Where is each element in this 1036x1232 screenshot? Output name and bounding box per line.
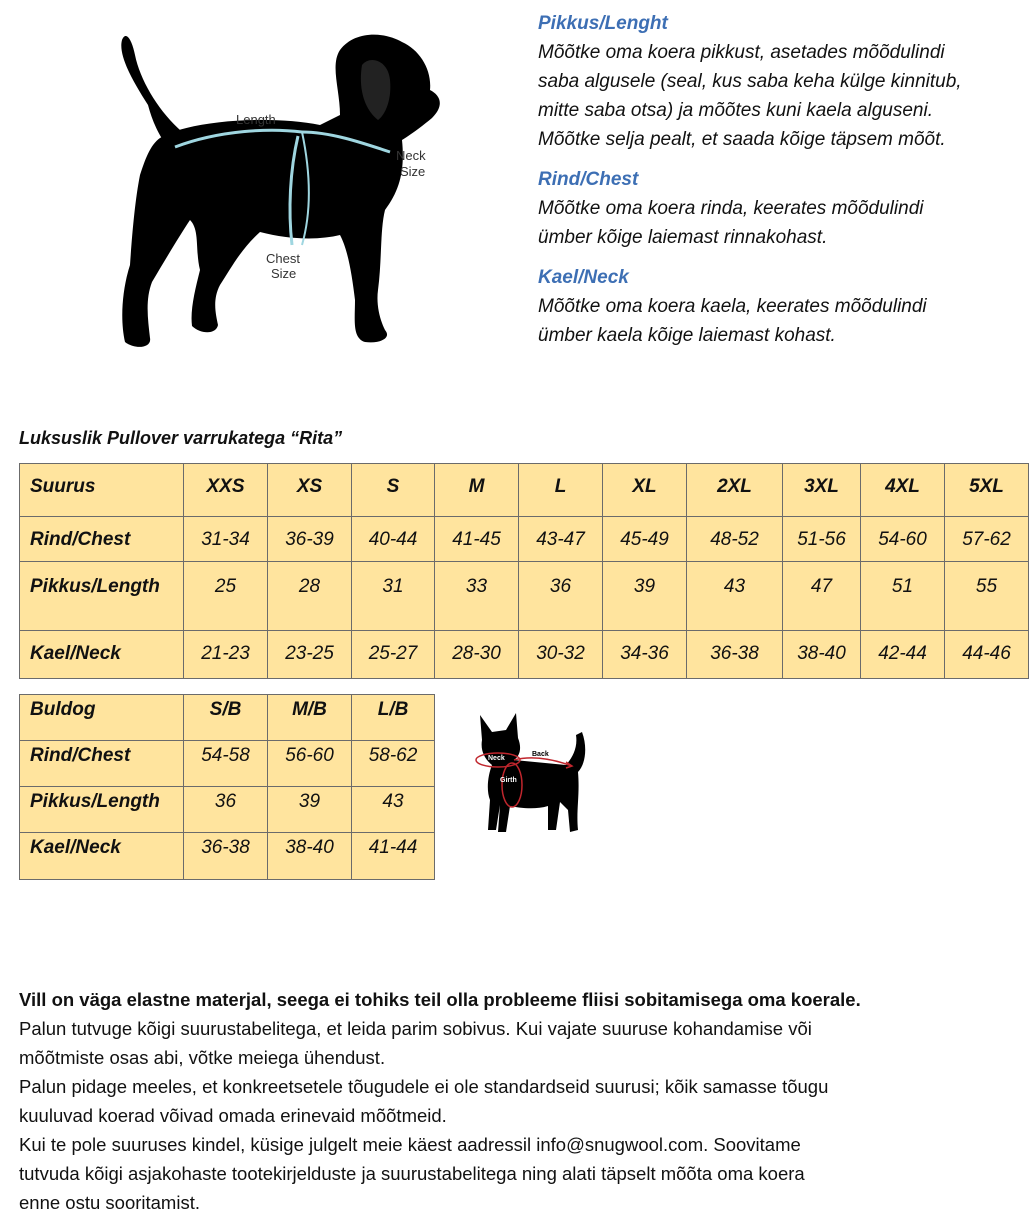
table-header-cell: 3XL <box>783 464 861 517</box>
notes-line: Palun pidage meeles, et konkreetsetele tõugudele ei ole standardseid suurusi; kõik samasse tõugu <box>19 1076 829 1097</box>
table-cell: 51-56 <box>783 517 861 562</box>
table-cell: 28 <box>268 562 352 631</box>
table-cell: 36-39 <box>268 517 352 562</box>
row-label: Rind/Chest <box>20 517 184 562</box>
table-header-cell: M <box>435 464 519 517</box>
table-row <box>20 787 435 833</box>
table-header-cell: XL <box>603 464 687 517</box>
row-label: Rind/Chest <box>20 741 184 787</box>
table-cell: 43 <box>352 787 435 833</box>
table-cell: 40-44 <box>352 517 435 562</box>
table-cell: 31 <box>352 562 435 631</box>
table-cell: 28-30 <box>435 631 519 679</box>
chest-heading: Rind/Chest <box>538 169 639 190</box>
instruction-line: mitte saba otsa) ja mõõtes kuni kaela alguseni. <box>538 100 933 121</box>
notes-line: Kui te pole suuruses kindel, küsige julgelt meie käest aadressil info@snugwool.com. Soovitame <box>19 1134 801 1155</box>
instruction-line: Mõõtke oma koera pikkust, asetades mõõdulindi <box>538 42 945 63</box>
table-cell: 39 <box>603 562 687 631</box>
measurement-instructions <box>538 10 1018 362</box>
length-heading: Pikkus/Lenght <box>538 13 668 34</box>
table-cell: 41-45 <box>435 517 519 562</box>
table-cell: 34-36 <box>603 631 687 679</box>
table-cell: 33 <box>435 562 519 631</box>
table-cell: 42-44 <box>861 631 945 679</box>
table-header-cell: 5XL <box>945 464 1029 517</box>
table-cell: 38-40 <box>268 833 352 880</box>
small-dog-measurement-illustration <box>470 710 595 840</box>
table-header-cell: L <box>519 464 603 517</box>
table-row <box>20 833 435 880</box>
table-cell: 57-62 <box>945 517 1029 562</box>
neck-instruction <box>538 264 1018 350</box>
instruction-line: ümber kaela kõige laiemast kohast. <box>538 325 836 346</box>
instruction-line: Mõõtke oma koera kaela, keerates mõõdulindi <box>538 296 927 317</box>
table-header-cell: XS <box>268 464 352 517</box>
table-cell: 38-40 <box>783 631 861 679</box>
table-cell: 51 <box>861 562 945 631</box>
table-cell: 48-52 <box>687 517 783 562</box>
table-cell: 56-60 <box>268 741 352 787</box>
notes-bold-line: Vill on väga elastne materjal, seega ei tohiks teil olla probleeme fliisi sobitamisega oma koerale. <box>19 989 861 1010</box>
row-label: Kael/Neck <box>20 631 184 679</box>
small-dog-neck-label: Neck <box>488 755 505 762</box>
row-label: Pikkus/Length <box>20 562 184 631</box>
table-cell: 25 <box>184 562 268 631</box>
chest-instruction <box>538 166 1018 252</box>
dog-silhouette <box>121 35 440 347</box>
notes-line: enne ostu sooritamist. <box>19 1192 200 1213</box>
table-header-cell: Buldog <box>20 695 184 741</box>
row-label: Pikkus/Length <box>20 787 184 833</box>
notes-section <box>19 985 1019 1217</box>
chest-size-label-line2: Size <box>271 266 297 281</box>
chest-size-label-line1: Chest <box>266 251 300 266</box>
table-cell: 44-46 <box>945 631 1029 679</box>
table-cell: 30-32 <box>519 631 603 679</box>
table-cell: 58-62 <box>352 741 435 787</box>
notes-line: mõõtmiste osas abi, võtke meiega ühendust. <box>19 1047 386 1068</box>
small-dog-girth-label: Girth <box>500 777 517 784</box>
table-row <box>20 631 1029 679</box>
neck-heading: Kael/Neck <box>538 267 629 288</box>
neck-size-label-line2: Size <box>400 164 426 179</box>
table-cell: 47 <box>783 562 861 631</box>
table-header-cell: 2XL <box>687 464 783 517</box>
instruction-line: saba algusele (seal, kus saba keha külge kinnitub, <box>538 71 962 92</box>
table-cell: 21-23 <box>184 631 268 679</box>
table-cell: 55 <box>945 562 1029 631</box>
notes-line: tutvuda kõigi asjakohaste tootekirjelduste ja suurustabelitega ning alati täpselt mõõta oma koera <box>19 1163 805 1184</box>
instruction-line: Mõõtke selja pealt, et saada kõige täpsem mõõt. <box>538 129 946 150</box>
bulldog-size-table <box>19 694 435 880</box>
table-row <box>20 562 1029 631</box>
table-cell: 36 <box>184 787 268 833</box>
table-header-cell: 4XL <box>861 464 945 517</box>
table-cell: 43 <box>687 562 783 631</box>
instruction-line: Mõõtke oma koera rinda, keerates mõõdulindi <box>538 198 924 219</box>
table-header-cell: XXS <box>184 464 268 517</box>
neck-size-label-line1: Neck <box>396 148 426 163</box>
table-cell: 31-34 <box>184 517 268 562</box>
notes-line: kuuluvad koerad võivad omada erinevaid mõõtmeid. <box>19 1105 447 1126</box>
dog-measurement-illustration <box>40 20 510 365</box>
table-cell: 54-58 <box>184 741 268 787</box>
table-cell: 45-49 <box>603 517 687 562</box>
table-cell: 43-47 <box>519 517 603 562</box>
product-title: Luksuslik Pullover varrukatega “Rita” <box>19 428 343 448</box>
table-header-row <box>20 464 1029 517</box>
instruction-line: ümber kõige laiemast rinnakohast. <box>538 227 828 248</box>
table-cell: 41-44 <box>352 833 435 880</box>
table-row <box>20 741 435 787</box>
size-table <box>19 463 1029 679</box>
table-header-cell: Suurus <box>20 464 184 517</box>
table-cell: 54-60 <box>861 517 945 562</box>
notes-line: Palun tutvuge kõigi suurustabelitega, et leida parim sobivus. Kui vajate suuruse kohandamise või <box>19 1018 812 1039</box>
table-cell: 39 <box>268 787 352 833</box>
small-dog-back-label: Back <box>532 751 549 758</box>
table-header-cell: M/B <box>268 695 352 741</box>
table-header-cell: S <box>352 464 435 517</box>
length-instruction <box>538 10 1018 154</box>
table-cell: 36-38 <box>687 631 783 679</box>
table-cell: 25-27 <box>352 631 435 679</box>
table-row <box>20 517 1029 562</box>
table-header-cell: S/B <box>184 695 268 741</box>
table-header-row <box>20 695 435 741</box>
table-cell: 36-38 <box>184 833 268 880</box>
small-dog-silhouette <box>480 713 585 832</box>
length-label: Length <box>236 112 276 127</box>
table-header-cell: L/B <box>352 695 435 741</box>
table-cell: 36 <box>519 562 603 631</box>
row-label: Kael/Neck <box>20 833 184 880</box>
table-cell: 23-25 <box>268 631 352 679</box>
